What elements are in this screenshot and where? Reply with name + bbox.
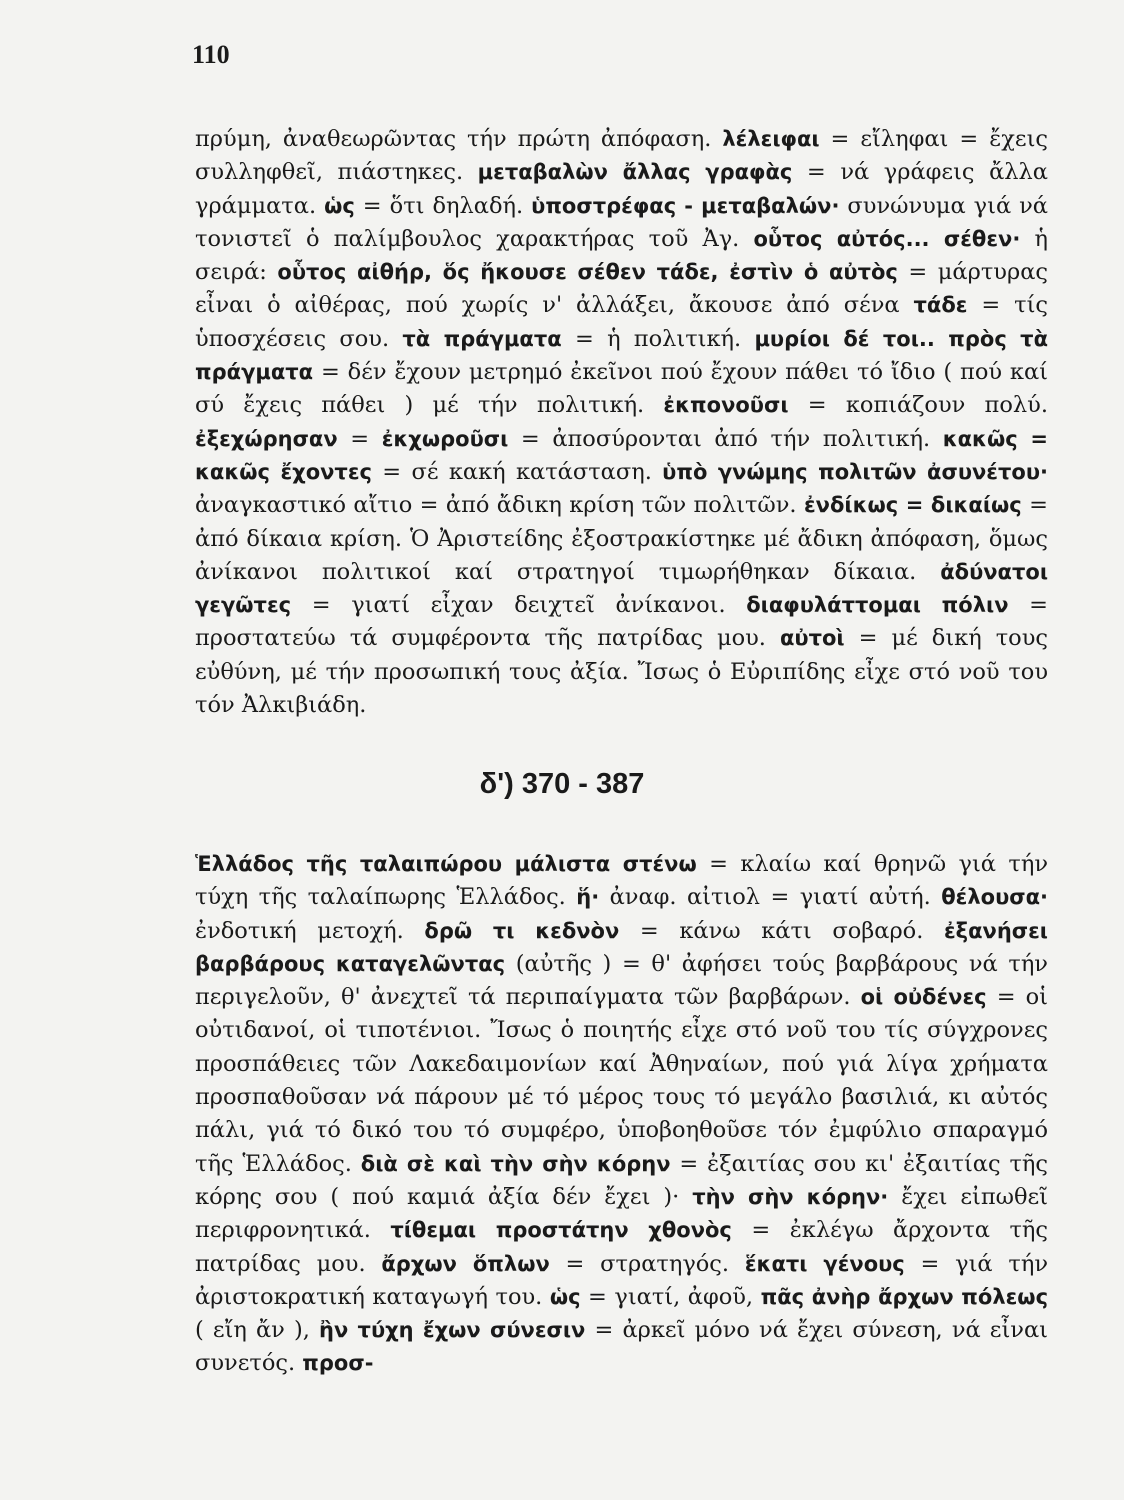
gloss-text: συνώνυμα γιά νά τονιστεῖ ὁ παλίμβουλος χαρακτήρας τοῦ Ἀγ.: [195, 192, 1049, 252]
page-number: 110: [192, 40, 230, 69]
gloss-text: = ἐξαιτίας σου κι' ἐξαιτίας τῆς κόρης σου ( πού καμιά ἀξία δέν ἔχει )·: [195, 1150, 1048, 1210]
gloss-text: = προστατεύω τά συμφέροντα τῆς πατρίδας μου.: [195, 592, 1049, 652]
gloss-text: = μέ δική τους εὐθύνη, μέ τήν προσωπική τους ἀξία. Ἴσως ὁ Εὐριπίδης εἶχε στό νοῦ του τόν Ἀλκιβιάδη.: [195, 625, 1048, 719]
bold-term: ἐκχωροῦσι: [381, 426, 509, 451]
bold-term: τάδε: [913, 293, 968, 318]
bold-term: ὡς: [549, 1284, 581, 1309]
gloss-text: = στρατηγός.: [549, 1250, 745, 1277]
gloss-text: = οἱ οὐτιδανοί, οἱ τιποτένιοι. Ἴσως ὁ ποιητής εἶχε στό νοῦ του τίς σύγχρονες προσπάθειες τῶν Λακεδαιμονίων καί Ἀθηναίων, πού γιά λίγα χρήματα προσπαθοῦσαν νά πάρουν μέ τό μέρος τους τό μεγάλο βασιλιά, κι αὐτός πάλι, γιά τό δικό του τό συμφέρο, ὑποβοηθοῦσε τόν ἐμφύλιο σπαραγμό τῆς Ἑλλάδος.: [195, 984, 1048, 1177]
gloss-text: = ἀποσύρονται ἀπό τήν πολιτική.: [508, 425, 943, 452]
bold-term: λέλειφαι: [722, 127, 820, 151]
gloss-text: = τίς ὑποσχέσεις σου.: [195, 292, 1049, 352]
bold-term: οὗτος αὐτός... σέθεν·: [753, 226, 1021, 251]
bold-term: ἐκπονοῦσι: [663, 393, 789, 418]
paragraph-1: [195, 123, 1048, 722]
gloss-text: = κλαίω καί θρηνῶ γιά τήν τύχη τῆς ταλαίπωρης Ἑλλάδος.: [195, 851, 1048, 911]
bold-term: διαφυλάττομαι πόλιν: [746, 593, 1009, 618]
gloss-text: = σέ κακή κατάσταση.: [371, 458, 663, 485]
bold-term: πᾶς ἀνὴρ ἄρχων πόλεως: [760, 1284, 1049, 1309]
bold-term: οἱ οὐδένες: [860, 985, 987, 1010]
bold-term: ἐνδίκως = δικαίως: [803, 493, 1022, 518]
gloss-text: ἡ σειρά:: [195, 225, 1048, 286]
bold-term: ὑποστρέφας - μεταβαλών·: [531, 193, 840, 218]
bold-term: αὐτοὶ: [779, 626, 845, 651]
bold-term: οὗτος αἰθήρ, ὅς ἤκουσε σέθεν τάδε, ἐστὶν ὁ αὐτὸς: [277, 260, 898, 285]
bold-term: ἀδύνατοι γεγῶτες: [195, 559, 1048, 618]
paragraph-2: [195, 848, 1048, 1381]
bold-term: προσ-: [302, 1351, 374, 1376]
gloss-text: = ἡ πολιτική.: [561, 325, 755, 352]
gloss-text: = κάνω κάτι σοβαρό.: [619, 917, 944, 944]
gloss-text: = ὅτι δηλαδή.: [354, 192, 532, 219]
bold-term: τίθεμαι προστάτην χθονὸς: [390, 1218, 732, 1243]
bold-term: ἕκατι γένους: [744, 1251, 905, 1276]
gloss-text: = γιά τήν ἀριστοκρατική καταγωγή του.: [195, 1250, 1049, 1310]
gloss-text: = δέν ἔχουν μετρημό ἐκεῖνοι πού ἔχουν πάθει τό ἴδιο ( πού καί σύ ἔχεις πάθει ) μέ τήν πολιτική.: [195, 359, 1048, 419]
bold-term: Ἑλλάδος τῆς ταλαιπώρου μάλιστα στένω: [195, 852, 697, 876]
bold-term: ἐξεχώρησαν: [195, 426, 338, 451]
bold-term: τὴν σὴν κόρην·: [692, 1184, 889, 1209]
gloss-text: ἀναφ. αἰτιολ = γιατί αὐτή.: [599, 884, 942, 911]
bold-term: ἄρχων ὅπλων: [381, 1251, 550, 1276]
gloss-text: = κοπιάζουν πολύ.: [788, 392, 1048, 419]
gloss-text: = γιατί, ἀφοῦ,: [580, 1283, 761, 1310]
gloss-text: ἀναγκαστικό αἴτιο = ἀπό ἄδικη κρίση τῶν πολιτῶν.: [195, 492, 804, 519]
gloss-text: = μάρτυρας εἶναι ὁ αἰθέρας, πού χωρίς ν' ἀλλάξει, ἄκουσε ἀπό σένα: [195, 259, 1048, 319]
bold-term: μυρίοι δέ τοι.. πρὸς τὰ πράγματα: [195, 326, 1049, 385]
gloss-text: ἔχει εἰπωθεῖ περιφρονητικά.: [195, 1183, 1048, 1244]
gloss-text: = ἐκλέγω ἄρχοντα τῆς πατρίδας μου.: [195, 1217, 1048, 1277]
gloss-text: πρύμη, ἀναθεωρῶντας τήν πρώτη ἀπόφαση.: [195, 126, 723, 152]
gloss-text: (αὐτῆς ) = θ' ἀφήσει τούς βαρβάρους νά τήν περιγελοῦν, θ' ἀνεχτεῖ τά περιπαίγματα τῶν βαρβάρων.: [195, 950, 1048, 1011]
bold-term: δρῶ τι κεδνὸν: [424, 918, 620, 943]
bold-term: ὑπὸ γνώμης πολιτῶν ἀσυνέτου·: [662, 459, 1048, 484]
section-heading: δ') 370 - 387: [479, 768, 645, 800]
gloss-text: = γιατί εἶχαν δειχτεῖ ἀνίκανοι.: [291, 592, 747, 619]
bold-term: τὰ πράγματα: [402, 326, 562, 351]
gloss-text: ἐνδοτική μετοχή.: [195, 917, 425, 944]
gloss-text: = ἀρκεῖ μόνο νά ἔχει σύνεση, νά εἶναι συνετός.: [195, 1317, 1048, 1377]
bold-term: ἢν τύχη ἔχων σύνεσιν: [319, 1318, 586, 1343]
bold-term: ἥ·: [576, 885, 600, 910]
gloss-text: ( εἴη ἄν ),: [195, 1317, 320, 1344]
bold-term: μεταβαλὼν ἄλλας γραφὰς: [477, 160, 793, 185]
bold-term: διὰ σὲ καὶ τὴν σὴν κόρην: [360, 1151, 671, 1176]
gloss-text: = ἀπό δίκαια κρίση. Ὁ Ἀριστείδης ἐξοστρακίστηκε μέ ἄδικη ἀπόφαση, ὅμως ἀνίκανοι πολιτικοί καί στρατηγοί τιμωρήθηκαν δίκαια.: [195, 492, 1048, 585]
bold-term: ὡς: [324, 193, 355, 218]
bold-term: ἐξανήσει βαρβάρους καταγελῶντας: [195, 918, 1048, 976]
bold-term: θέλουσα·: [941, 885, 1049, 910]
gloss-text: = νά γράφεις ἄλλα γράμματα.: [195, 159, 1048, 219]
bold-term: κακῶς = κακῶς ἔχοντες: [195, 426, 1048, 484]
gloss-text: =: [337, 425, 382, 452]
gloss-text: = εἴληφαι = ἔχεις συλληφθεῖ, πιάστηκες.: [195, 126, 1049, 186]
